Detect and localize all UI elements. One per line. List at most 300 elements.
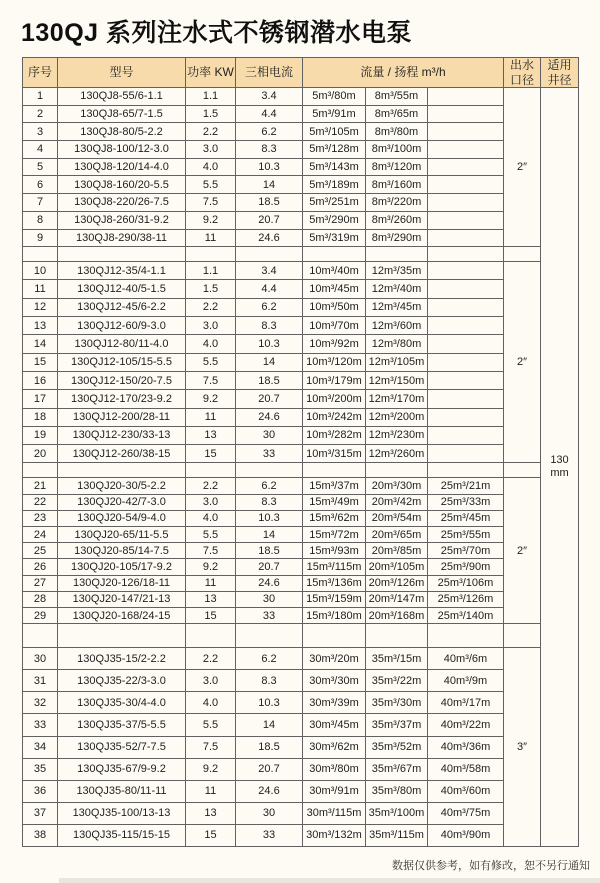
flow-head-cell-3: 25m³/70m <box>428 543 504 559</box>
current-cell: 20.7 <box>236 758 303 780</box>
page-title: 130QJ 系列注水式不锈钢潜水电泵 <box>21 19 413 47</box>
current-cell: 6.2 <box>236 478 303 494</box>
table-row <box>23 229 579 247</box>
table-row <box>23 390 579 408</box>
table-body <box>23 88 579 847</box>
table-row <box>23 736 579 758</box>
flow-head-cell-3: 40m³/36m <box>428 736 504 758</box>
serial-cell: 32 <box>23 692 58 714</box>
power-cell: 1.1 <box>186 262 236 280</box>
flow-head-cell-3 <box>428 176 504 194</box>
flow-head-cell-3 <box>428 298 504 316</box>
current-cell: 20.7 <box>236 390 303 408</box>
power-cell: 11 <box>186 408 236 426</box>
model-cell: 130QJ20-168/24-15 <box>58 607 186 623</box>
flow-head-cell-2: 20m³/54m <box>366 510 428 526</box>
flow-head-cell-3 <box>428 141 504 159</box>
power-cell: 5.5 <box>186 714 236 736</box>
flow-head-cell-2: 35m³/37m <box>366 714 428 736</box>
current-cell: 14 <box>236 353 303 371</box>
serial-cell: 24 <box>23 527 58 543</box>
flow-head-cell-2: 20m³/65m <box>366 527 428 543</box>
flow-head-cell-3: 25m³/90m <box>428 559 504 575</box>
flow-head-cell-1: 5m³/80m <box>303 88 366 106</box>
spacer-cell <box>428 624 504 648</box>
table-row <box>23 298 579 316</box>
well-diameter-unit: mm <box>550 466 569 479</box>
flow-head-cell-1: 5m³/290m <box>303 211 366 229</box>
table-row <box>23 758 579 780</box>
current-cell: 3.4 <box>236 262 303 280</box>
spacer-cell <box>186 624 236 648</box>
serial-cell: 8 <box>23 211 58 229</box>
flow-head-cell-3 <box>428 262 504 280</box>
flow-head-cell-3 <box>428 105 504 123</box>
outlet-size-label: 2″ <box>516 161 527 174</box>
power-cell: 13 <box>186 426 236 444</box>
serial-cell: 30 <box>23 648 58 670</box>
serial-cell: 31 <box>23 670 58 692</box>
serial-cell: 21 <box>23 478 58 494</box>
table-row <box>23 510 579 526</box>
spacer-cell <box>58 624 186 648</box>
col-header-outlet-diameter <box>504 58 541 88</box>
flow-head-cell-3 <box>428 426 504 444</box>
serial-cell: 33 <box>23 714 58 736</box>
power-cell: 9.2 <box>186 559 236 575</box>
serial-cell: 26 <box>23 559 58 575</box>
flow-head-cell-2: 8m³/55m <box>366 88 428 106</box>
flow-head-cell-2: 8m³/260m <box>366 211 428 229</box>
flow-head-cell-2: 12m³/40m <box>366 280 428 298</box>
serial-cell: 19 <box>23 426 58 444</box>
flow-head-cell-3 <box>428 211 504 229</box>
current-cell: 33 <box>236 824 303 846</box>
flow-head-cell-2: 12m³/170m <box>366 390 428 408</box>
flow-head-cell-2: 20m³/85m <box>366 543 428 559</box>
flow-head-cell-2: 20m³/147m <box>366 591 428 607</box>
model-cell: 130QJ35-30/4-4.0 <box>58 692 186 714</box>
power-cell: 11 <box>186 229 236 247</box>
power-cell: 4.0 <box>186 692 236 714</box>
serial-cell: 2 <box>23 105 58 123</box>
flow-head-cell-3 <box>428 194 504 212</box>
flow-head-cell-2: 20m³/105m <box>366 559 428 575</box>
spacer-row <box>23 463 579 478</box>
flow-head-cell-3: 40m³/60m <box>428 780 504 802</box>
flow-head-cell-2: 8m³/160m <box>366 176 428 194</box>
flow-head-cell-2: 12m³/150m <box>366 371 428 389</box>
table-row <box>23 445 579 463</box>
current-cell: 6.2 <box>236 648 303 670</box>
col-header-outlet-line2: 口径 <box>509 72 534 87</box>
current-cell: 24.6 <box>236 408 303 426</box>
model-cell: 130QJ20-105/17-9.2 <box>58 559 186 575</box>
flow-head-cell-1: 10m³/45m <box>303 280 366 298</box>
model-cell: 130QJ35-15/2-2.2 <box>58 648 186 670</box>
flow-head-cell-1: 5m³/251m <box>303 194 366 212</box>
flow-head-cell-1: 5m³/189m <box>303 176 366 194</box>
flow-head-cell-1: 5m³/319m <box>303 229 366 247</box>
well-diameter-cell <box>541 88 579 847</box>
table-row <box>23 141 579 159</box>
flow-head-cell-2: 12m³/105m <box>366 353 428 371</box>
spacer-cell <box>428 463 504 478</box>
flow-head-cell-3: 25m³/21m <box>428 478 504 494</box>
flow-head-cell-3 <box>428 371 504 389</box>
flow-head-cell-2: 35m³/67m <box>366 758 428 780</box>
current-cell: 14 <box>236 176 303 194</box>
flow-head-cell-3: 25m³/45m <box>428 510 504 526</box>
model-cell: 130QJ8-160/20-5.5 <box>58 176 186 194</box>
model-cell: 130QJ35-67/9-9.2 <box>58 758 186 780</box>
model-cell: 130QJ35-115/15-15 <box>58 824 186 846</box>
table-row <box>23 123 579 141</box>
flow-head-cell-1: 10m³/282m <box>303 426 366 444</box>
serial-cell: 17 <box>23 390 58 408</box>
current-cell: 10.3 <box>236 335 303 353</box>
current-cell: 18.5 <box>236 543 303 559</box>
current-cell: 30 <box>236 591 303 607</box>
flow-head-cell-3 <box>428 123 504 141</box>
flow-head-cell-2: 12m³/260m <box>366 445 428 463</box>
table-row <box>23 780 579 802</box>
spacer-cell <box>58 247 186 262</box>
flow-head-cell-1: 15m³/93m <box>303 543 366 559</box>
flow-head-cell-1: 10m³/50m <box>303 298 366 316</box>
table-row <box>23 527 579 543</box>
model-cell: 130QJ12-170/23-9.2 <box>58 390 186 408</box>
table-row <box>23 335 579 353</box>
flow-head-cell-1: 15m³/37m <box>303 478 366 494</box>
table-row <box>23 692 579 714</box>
flow-head-cell-1: 5m³/105m <box>303 123 366 141</box>
table-row <box>23 607 579 623</box>
flow-head-cell-1: 30m³/62m <box>303 736 366 758</box>
serial-cell: 4 <box>23 141 58 159</box>
col-header-well-line2: 井径 <box>547 72 572 87</box>
model-cell: 130QJ12-200/28-11 <box>58 408 186 426</box>
current-cell: 10.3 <box>236 158 303 176</box>
table-row <box>23 591 579 607</box>
power-cell: 13 <box>186 802 236 824</box>
power-cell: 9.2 <box>186 758 236 780</box>
flow-head-cell-3 <box>428 390 504 408</box>
flow-head-cell-2: 35m³/30m <box>366 692 428 714</box>
table-row <box>23 353 579 371</box>
serial-cell: 3 <box>23 123 58 141</box>
serial-cell: 27 <box>23 575 58 591</box>
serial-cell: 11 <box>23 280 58 298</box>
table-row <box>23 575 579 591</box>
flow-head-cell-3: 40m³/9m <box>428 670 504 692</box>
flow-head-cell-1: 10m³/179m <box>303 371 366 389</box>
flow-head-cell-2: 35m³/115m <box>366 824 428 846</box>
power-cell: 3.0 <box>186 141 236 159</box>
current-cell: 10.3 <box>236 692 303 714</box>
flow-head-cell-2: 12m³/230m <box>366 426 428 444</box>
outlet-diameter-cell <box>504 88 541 247</box>
current-cell: 3.4 <box>236 88 303 106</box>
serial-cell: 13 <box>23 317 58 335</box>
model-cell: 130QJ12-35/4-1.1 <box>58 262 186 280</box>
model-cell: 130QJ20-85/14-7.5 <box>58 543 186 559</box>
model-cell: 130QJ12-45/6-2.2 <box>58 298 186 316</box>
current-cell: 24.6 <box>236 780 303 802</box>
power-cell: 3.0 <box>186 317 236 335</box>
flow-head-cell-2: 8m³/220m <box>366 194 428 212</box>
col-header-outlet-line1: 出水 <box>509 58 534 73</box>
current-cell: 24.6 <box>236 229 303 247</box>
flow-head-cell-3: 25m³/33m <box>428 494 504 510</box>
serial-cell: 14 <box>23 335 58 353</box>
power-cell: 2.2 <box>186 478 236 494</box>
flow-head-cell-2: 12m³/35m <box>366 262 428 280</box>
flow-head-cell-1: 30m³/80m <box>303 758 366 780</box>
flow-head-cell-1: 15m³/62m <box>303 510 366 526</box>
spacer-cell <box>236 463 303 478</box>
current-cell: 8.3 <box>236 670 303 692</box>
serial-cell: 16 <box>23 371 58 389</box>
flow-head-cell-3: 25m³/140m <box>428 607 504 623</box>
table-row <box>23 408 579 426</box>
current-cell: 10.3 <box>236 510 303 526</box>
table-row <box>23 262 579 280</box>
flow-head-cell-1: 30m³/30m <box>303 670 366 692</box>
col-header-well-diameter <box>541 58 579 88</box>
flow-head-cell-1: 15m³/115m <box>303 559 366 575</box>
current-cell: 6.2 <box>236 298 303 316</box>
flow-head-cell-1: 10m³/92m <box>303 335 366 353</box>
flow-head-cell-1: 10m³/242m <box>303 408 366 426</box>
power-cell: 9.2 <box>186 390 236 408</box>
table-row <box>23 494 579 510</box>
model-cell: 130QJ12-80/11-4.0 <box>58 335 186 353</box>
flow-head-cell-1: 10m³/200m <box>303 390 366 408</box>
flow-head-cell-1: 15m³/49m <box>303 494 366 510</box>
flow-head-cell-1: 15m³/136m <box>303 575 366 591</box>
flow-head-cell-1: 30m³/115m <box>303 802 366 824</box>
current-cell: 8.3 <box>236 141 303 159</box>
flow-head-cell-2: 35m³/80m <box>366 780 428 802</box>
flow-head-cell-2: 12m³/80m <box>366 335 428 353</box>
flow-head-cell-1: 30m³/45m <box>303 714 366 736</box>
flow-head-cell-1: 5m³/143m <box>303 158 366 176</box>
current-cell: 18.5 <box>236 371 303 389</box>
power-cell: 7.5 <box>186 543 236 559</box>
model-cell: 130QJ8-80/5-2.2 <box>58 123 186 141</box>
table-row <box>23 194 579 212</box>
outlet-diameter-cell <box>504 262 541 463</box>
flow-head-cell-1: 15m³/72m <box>303 527 366 543</box>
power-cell: 3.0 <box>186 494 236 510</box>
outlet-size-label: 3″ <box>516 741 527 754</box>
table-row <box>23 280 579 298</box>
model-cell: 130QJ20-65/11-5.5 <box>58 527 186 543</box>
flow-head-cell-1: 10m³/70m <box>303 317 366 335</box>
model-cell: 130QJ8-220/26-7.5 <box>58 194 186 212</box>
serial-cell: 9 <box>23 229 58 247</box>
pump-spec-table <box>22 57 579 847</box>
power-cell: 7.5 <box>186 736 236 758</box>
serial-cell: 6 <box>23 176 58 194</box>
col-header-model: 型号 <box>58 58 186 88</box>
current-cell: 33 <box>236 445 303 463</box>
power-cell: 5.5 <box>186 527 236 543</box>
outlet-diameter-cell <box>504 478 541 624</box>
table-row <box>23 559 579 575</box>
model-cell: 130QJ20-42/7-3.0 <box>58 494 186 510</box>
spacer-cell <box>236 624 303 648</box>
serial-cell: 29 <box>23 607 58 623</box>
table-row <box>23 824 579 846</box>
current-cell: 14 <box>236 527 303 543</box>
current-cell: 18.5 <box>236 736 303 758</box>
power-cell: 9.2 <box>186 211 236 229</box>
model-cell: 130QJ35-37/5-5.5 <box>58 714 186 736</box>
power-cell: 15 <box>186 607 236 623</box>
table-header <box>23 58 579 88</box>
flow-head-cell-2: 8m³/100m <box>366 141 428 159</box>
model-cell: 130QJ8-65/7-1.5 <box>58 105 186 123</box>
serial-cell: 12 <box>23 298 58 316</box>
flow-head-cell-2: 35m³/52m <box>366 736 428 758</box>
model-cell: 130QJ8-290/38-11 <box>58 229 186 247</box>
serial-cell: 34 <box>23 736 58 758</box>
spacer-cell <box>504 624 541 648</box>
serial-cell: 37 <box>23 802 58 824</box>
flow-head-cell-1: 5m³/91m <box>303 105 366 123</box>
serial-cell: 35 <box>23 758 58 780</box>
next-section-edge <box>59 878 600 883</box>
current-cell: 30 <box>236 802 303 824</box>
flow-head-cell-2: 8m³/120m <box>366 158 428 176</box>
col-header-current: 三相电流 <box>236 58 303 88</box>
model-cell: 130QJ35-80/11-11 <box>58 780 186 802</box>
flow-head-cell-3 <box>428 158 504 176</box>
flow-head-cell-3 <box>428 353 504 371</box>
flow-head-cell-3: 40m³/75m <box>428 802 504 824</box>
well-diameter-value: 130 <box>550 453 569 466</box>
table-row <box>23 105 579 123</box>
model-cell: 130QJ35-52/7-7.5 <box>58 736 186 758</box>
power-cell: 11 <box>186 780 236 802</box>
flow-head-cell-3 <box>428 280 504 298</box>
flow-head-cell-2: 8m³/290m <box>366 229 428 247</box>
spacer-cell <box>366 247 428 262</box>
spacer-cell <box>23 247 58 262</box>
flow-head-cell-1: 30m³/132m <box>303 824 366 846</box>
flow-head-cell-2: 20m³/126m <box>366 575 428 591</box>
table-row <box>23 88 579 106</box>
model-cell: 130QJ20-147/21-13 <box>58 591 186 607</box>
current-cell: 4.4 <box>236 105 303 123</box>
serial-cell: 10 <box>23 262 58 280</box>
serial-cell: 36 <box>23 780 58 802</box>
flow-head-cell-1: 15m³/180m <box>303 607 366 623</box>
flow-head-cell-1: 5m³/128m <box>303 141 366 159</box>
serial-cell: 1 <box>23 88 58 106</box>
outlet-size-label: 2″ <box>516 544 527 557</box>
flow-head-cell-3: 40m³/17m <box>428 692 504 714</box>
model-cell: 130QJ8-120/14-4.0 <box>58 158 186 176</box>
spacer-cell <box>23 624 58 648</box>
col-header-well-line1: 适用 <box>547 58 572 73</box>
serial-cell: 18 <box>23 408 58 426</box>
power-cell: 7.5 <box>186 371 236 389</box>
serial-cell: 7 <box>23 194 58 212</box>
spacer-cell <box>236 247 303 262</box>
table-row <box>23 802 579 824</box>
current-cell: 18.5 <box>236 194 303 212</box>
spacer-cell <box>504 247 541 262</box>
flow-head-cell-2: 20m³/30m <box>366 478 428 494</box>
flow-head-cell-3 <box>428 445 504 463</box>
serial-cell: 20 <box>23 445 58 463</box>
table-row <box>23 176 579 194</box>
flow-head-cell-3: 40m³/58m <box>428 758 504 780</box>
power-cell: 4.0 <box>186 510 236 526</box>
power-cell: 5.5 <box>186 353 236 371</box>
col-header-power: 功率 KW <box>186 58 236 88</box>
spacer-cell <box>366 463 428 478</box>
model-cell: 130QJ20-126/18-11 <box>58 575 186 591</box>
power-cell: 7.5 <box>186 194 236 212</box>
flow-head-cell-3 <box>428 229 504 247</box>
outlet-size-label: 2″ <box>516 356 527 369</box>
flow-head-cell-1: 10m³/120m <box>303 353 366 371</box>
table-row <box>23 543 579 559</box>
flow-head-cell-1: 10m³/40m <box>303 262 366 280</box>
current-cell: 20.7 <box>236 559 303 575</box>
model-cell: 130QJ12-230/33-13 <box>58 426 186 444</box>
flow-head-cell-3 <box>428 408 504 426</box>
serial-cell: 28 <box>23 591 58 607</box>
current-cell: 8.3 <box>236 494 303 510</box>
power-cell: 15 <box>186 824 236 846</box>
current-cell: 33 <box>236 607 303 623</box>
model-cell: 130QJ8-260/31-9.2 <box>58 211 186 229</box>
power-cell: 15 <box>186 445 236 463</box>
model-cell: 130QJ20-30/5-2.2 <box>58 478 186 494</box>
spacer-cell <box>303 247 366 262</box>
spacer-cell <box>303 463 366 478</box>
flow-head-cell-1: 30m³/91m <box>303 780 366 802</box>
table-row <box>23 371 579 389</box>
current-cell: 6.2 <box>236 123 303 141</box>
table-row <box>23 670 579 692</box>
spacer-cell <box>58 463 186 478</box>
serial-cell: 5 <box>23 158 58 176</box>
table-row <box>23 211 579 229</box>
flow-head-cell-2: 8m³/80m <box>366 123 428 141</box>
current-cell: 20.7 <box>236 211 303 229</box>
spacer-row <box>23 247 579 262</box>
model-cell: 130QJ35-22/3-3.0 <box>58 670 186 692</box>
flow-head-cell-1: 15m³/159m <box>303 591 366 607</box>
table-row <box>23 426 579 444</box>
table-row <box>23 648 579 670</box>
model-cell: 130QJ8-55/6-1.1 <box>58 88 186 106</box>
model-cell: 130QJ12-150/20-7.5 <box>58 371 186 389</box>
model-cell: 130QJ12-60/9-3.0 <box>58 317 186 335</box>
flow-head-cell-3: 40m³/90m <box>428 824 504 846</box>
spacer-row <box>23 624 579 648</box>
model-cell: 130QJ12-260/38-15 <box>58 445 186 463</box>
spacer-cell <box>366 624 428 648</box>
serial-cell: 23 <box>23 510 58 526</box>
serial-cell: 15 <box>23 353 58 371</box>
